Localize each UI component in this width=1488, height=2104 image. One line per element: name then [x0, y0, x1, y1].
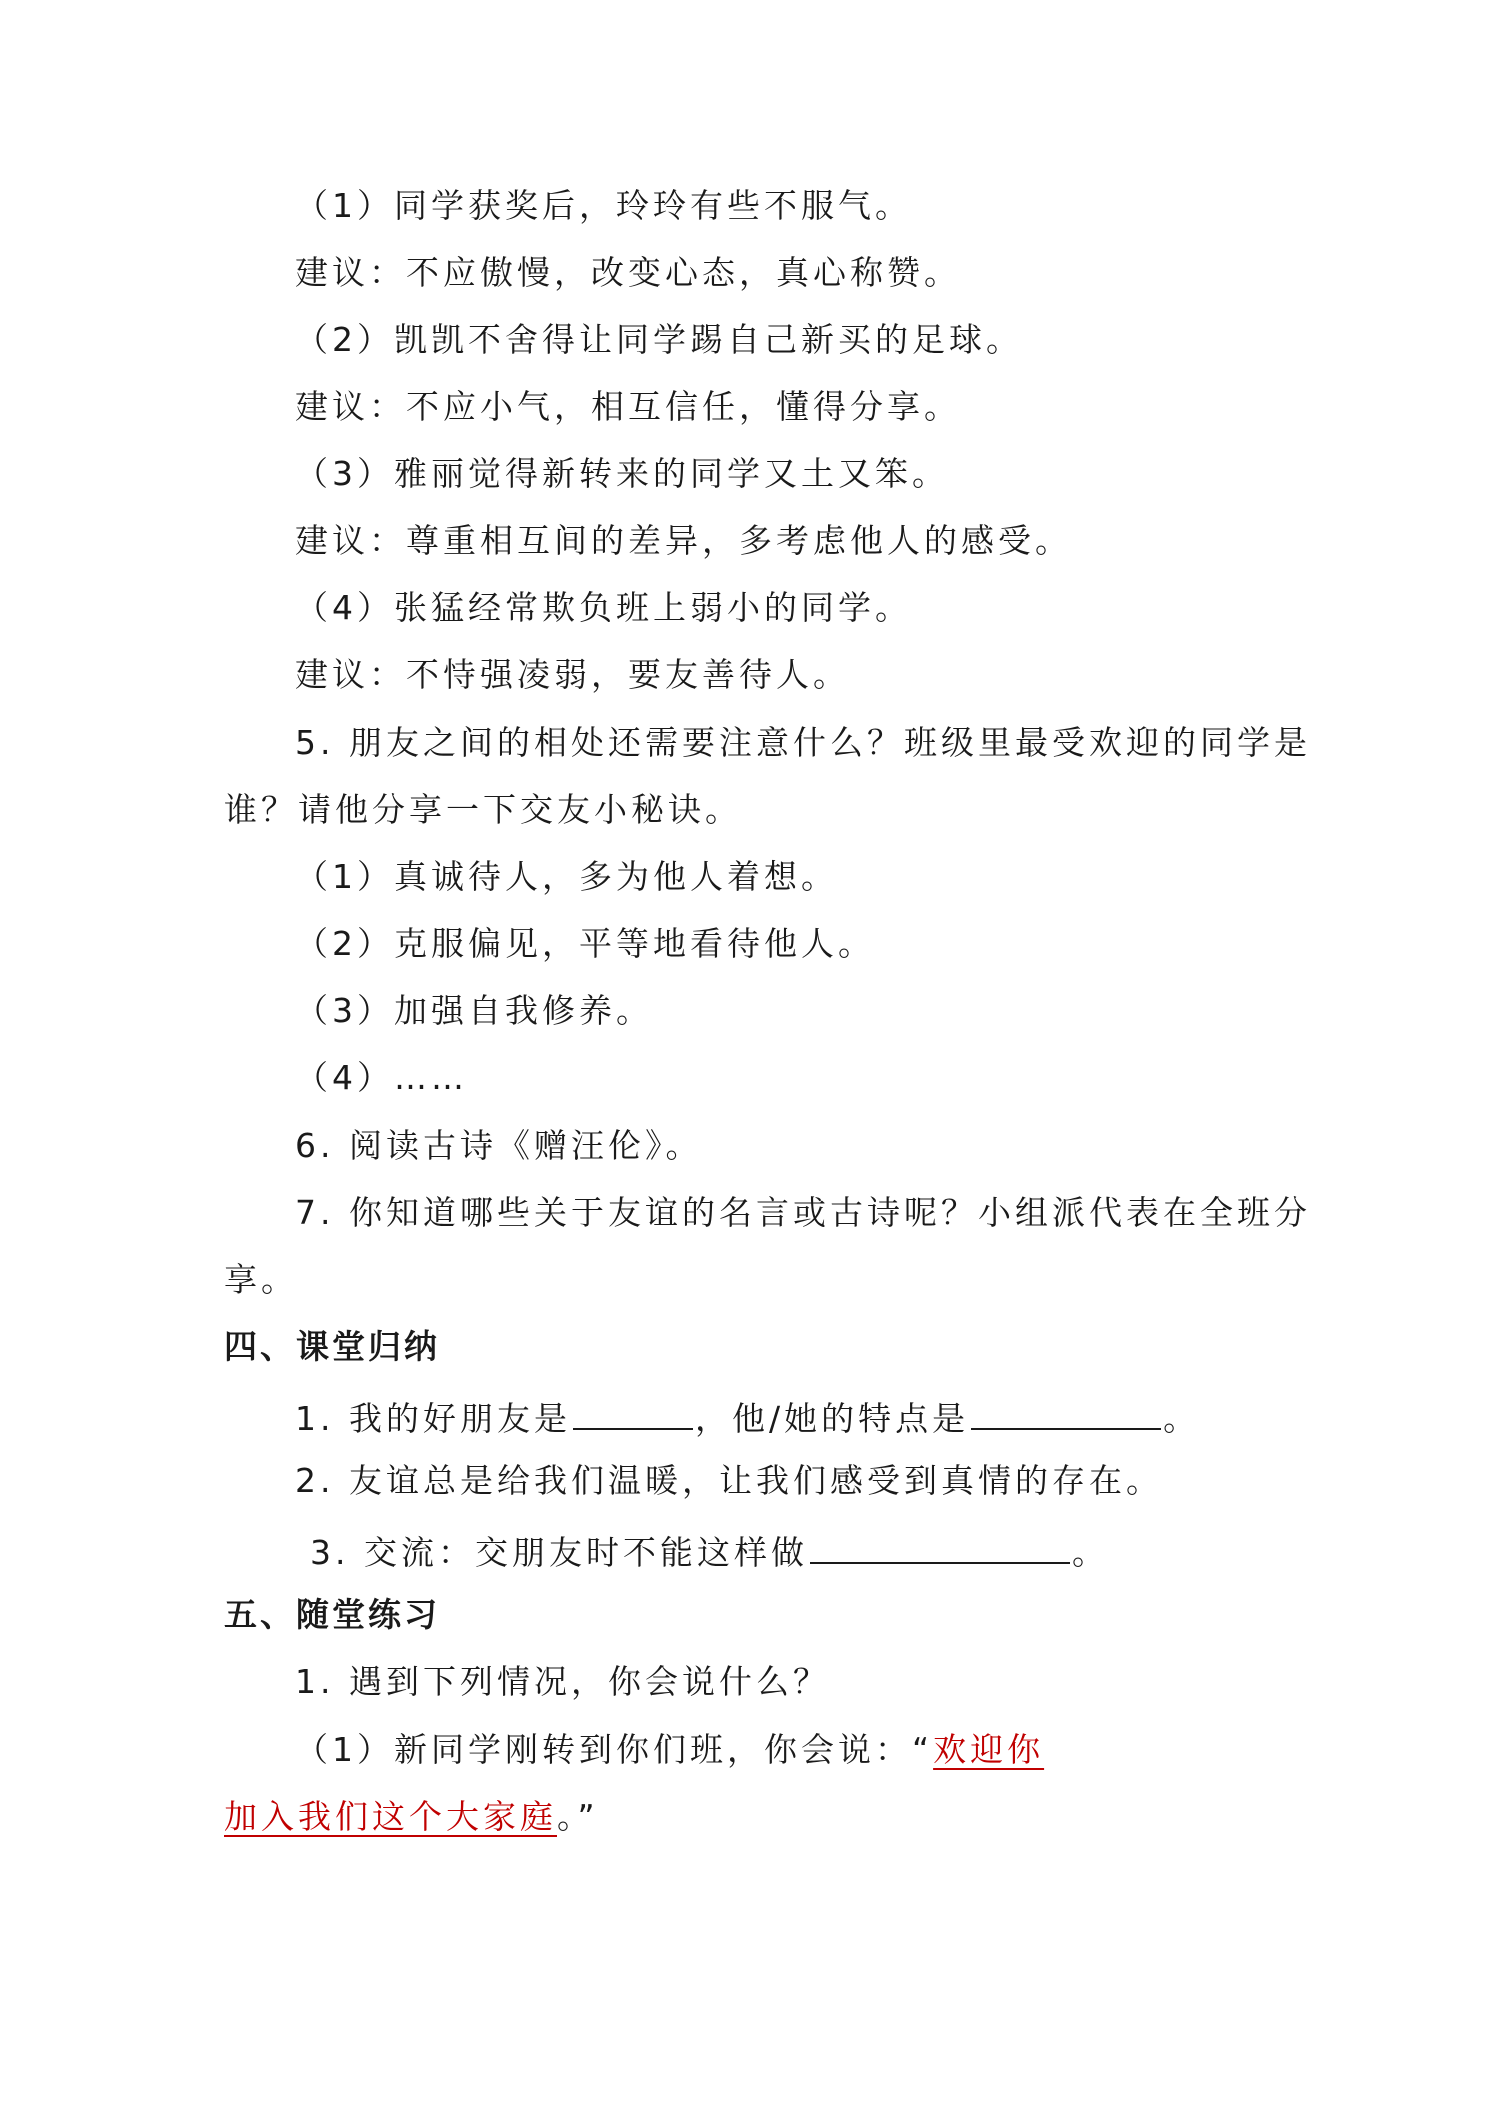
case-2: （2）凯凯不舍得让同学踢自己新买的足球。	[295, 320, 1023, 359]
question-5-line-2: 谁？请他分享一下交友小秘诀。	[224, 790, 742, 829]
summary-item-1-text-b: ，他/她的特点是	[694, 1399, 970, 1438]
summary-item-3-text-a: 3. 交流：交朋友时不能这样做	[310, 1533, 808, 1572]
fill-blank-1[interactable]	[573, 1384, 693, 1430]
case-4: （4）张猛经常欺负班上弱小的同学。	[295, 588, 912, 627]
suggestion-2: 建议：不应小气，相互信任，懂得分享。	[295, 387, 961, 426]
fill-blank-3[interactable]	[810, 1518, 1070, 1564]
case-1: （1）同学获奖后，玲玲有些不服气。	[295, 186, 912, 225]
tip-2: （2）克服偏见，平等地看待他人。	[295, 924, 875, 963]
summary-item-3-text-b: 。	[1071, 1533, 1109, 1572]
summary-item-3	[310, 1518, 1109, 1578]
suggestion-3: 建议：尊重相互间的差异，多考虑他人的感受。	[295, 521, 1072, 560]
suggestion-4: 建议：不恃强凌弱，要友善待人。	[295, 655, 850, 694]
question-5-line-1: 5. 朋友之间的相处还需要注意什么？班级里最受欢迎的同学是	[295, 723, 1311, 762]
practice-question-1: 1. 遇到下列情况，你会说什么？	[295, 1662, 830, 1701]
answer-text-part-1: 欢迎你	[933, 1730, 1045, 1769]
tip-1: （1）真诚待人，多为他人着想。	[295, 857, 838, 896]
fill-blank-2[interactable]	[971, 1384, 1161, 1430]
practice-question-1-1-line-2	[224, 1787, 599, 1847]
question-6: 6. 阅读古诗《赠汪伦》。	[295, 1126, 703, 1165]
practice-prompt: （1）新同学刚转到你们班，你会说：“	[295, 1730, 934, 1769]
answer-text-part-2: 加入我们这个大家庭	[224, 1797, 557, 1836]
closing-quote: 。”	[557, 1797, 599, 1836]
section-5-heading: 五、随堂练习	[224, 1595, 440, 1634]
summary-item-2: 2. 友谊总是给我们温暖，让我们感受到真情的存在。	[295, 1461, 1163, 1500]
suggestion-1: 建议：不应傲慢，改变心态，真心称赞。	[295, 253, 961, 292]
question-7-line-2: 享。	[224, 1260, 298, 1299]
summary-item-1-text-c: 。	[1163, 1399, 1201, 1438]
question-7-line-1: 7. 你知道哪些关于友谊的名言或古诗呢？小组派代表在全班分	[295, 1193, 1311, 1232]
summary-item-1	[295, 1384, 1200, 1444]
summary-item-1-text-a: 1. 我的好朋友是	[295, 1399, 571, 1438]
tip-4: （4）……	[295, 1058, 468, 1097]
practice-question-1-1-line-1	[295, 1720, 1044, 1780]
tip-3: （3）加强自我修养。	[295, 991, 653, 1030]
section-4-heading: 四、课堂归纳	[224, 1327, 440, 1366]
case-3: （3）雅丽觉得新转来的同学又土又笨。	[295, 454, 949, 493]
